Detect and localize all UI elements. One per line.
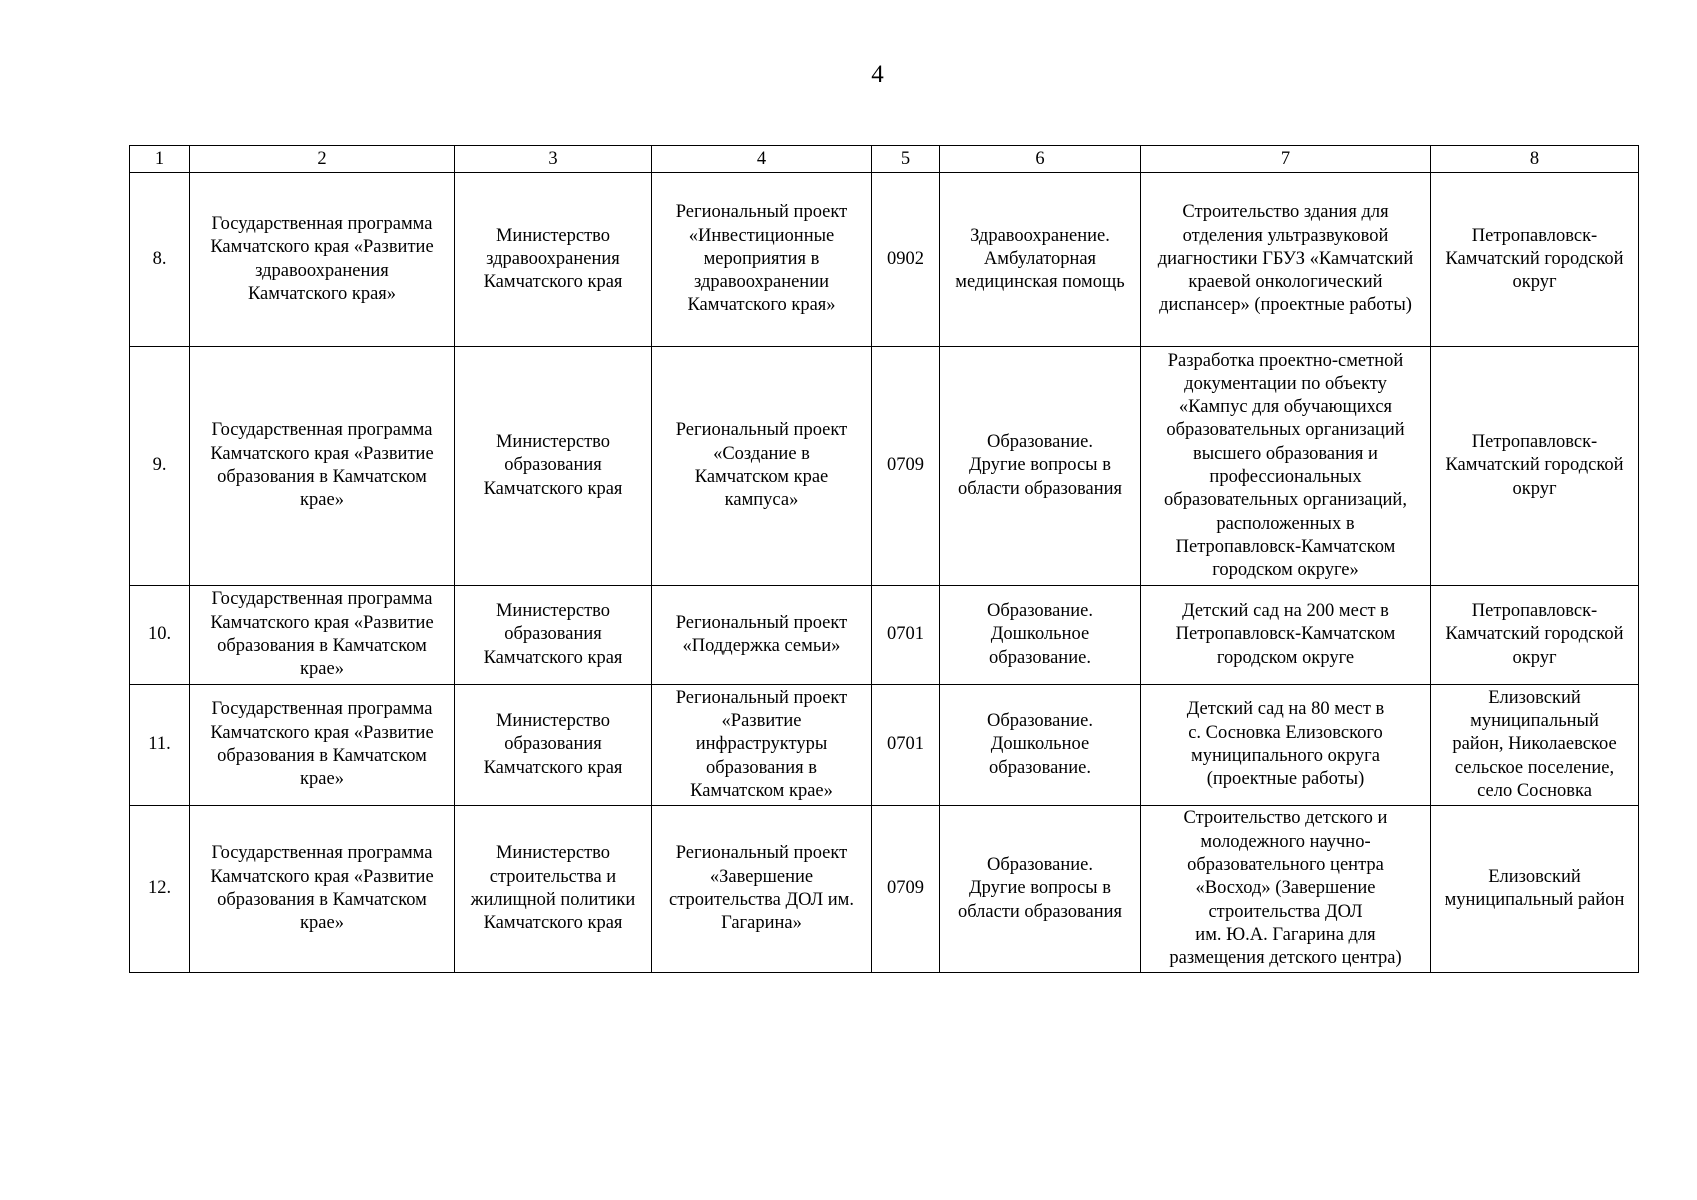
- project-cell: Региональный проект «Завершение строительства ДОЛ им. Гагарина»: [652, 806, 872, 973]
- header-cell-8: 8: [1431, 146, 1639, 173]
- project-cell: Региональный проект «Инвестиционные мероприятия в здравоохранении Камчатского края»: [652, 173, 872, 347]
- ministry-cell: Министерство строительства и жилищной политики Камчатского края: [455, 806, 652, 973]
- row-number-cell: 9.: [130, 347, 190, 586]
- code-cell: 0701: [872, 685, 940, 806]
- object-cell: Детский сад на 200 мест в Петропавловск-Камчатском городском округе: [1141, 586, 1431, 685]
- row-number-cell: 12.: [130, 806, 190, 973]
- section-cell: Образование. Дошкольное образование.: [940, 685, 1141, 806]
- table-row: [130, 806, 1639, 973]
- ministry-cell: Министерство образования Камчатского края: [455, 347, 652, 586]
- investment-projects-table: [129, 145, 1639, 973]
- header-cell-5: 5: [872, 146, 940, 173]
- section-cell: Образование. Другие вопросы в области образования: [940, 347, 1141, 586]
- section-cell: Здравоохранение. Амбулаторная медицинская помощь: [940, 173, 1141, 347]
- location-cell: Петропавловск- Камчатский городской округ: [1431, 347, 1639, 586]
- location-cell: Елизовский муниципальный район, Николаевское сельское поселение, село Сосновка: [1431, 685, 1639, 806]
- header-cell-1: 1: [130, 146, 190, 173]
- section-cell: Образование. Дошкольное образование.: [940, 586, 1141, 685]
- header-cell-4: 4: [652, 146, 872, 173]
- program-cell: Государственная программа Камчатского края «Развитие здравоохранения Камчатского края»: [190, 173, 455, 347]
- program-cell: Государственная программа Камчатского края «Развитие образования в Камчатском крае»: [190, 347, 455, 586]
- page-number: 4: [871, 61, 884, 88]
- location-cell: Елизовский муниципальный район: [1431, 806, 1639, 973]
- location-cell: Петропавловск- Камчатский городской округ: [1431, 173, 1639, 347]
- header-cell-2: 2: [190, 146, 455, 173]
- row-number-cell: 11.: [130, 685, 190, 806]
- row-number-cell: 10.: [130, 586, 190, 685]
- code-cell: 0701: [872, 586, 940, 685]
- table-header-row: [130, 146, 1639, 173]
- object-cell: Разработка проектно-сметной документации по объекту «Кампус для обучающихся образовательных организаций высшего образования и профессиональных образовательных организаций, расположенных в Петропавловск-Камчатском городском округе»: [1141, 347, 1431, 586]
- project-cell: Региональный проект «Развитие инфраструктуры образования в Камчатском крае»: [652, 685, 872, 806]
- project-cell: Региональный проект «Поддержка семьи»: [652, 586, 872, 685]
- header-cell-6: 6: [940, 146, 1141, 173]
- table-row: [130, 173, 1639, 347]
- project-cell: Региональный проект «Создание в Камчатском крае кампуса»: [652, 347, 872, 586]
- program-cell: Государственная программа Камчатского края «Развитие образования в Камчатском крае»: [190, 806, 455, 973]
- ministry-cell: Министерство здравоохранения Камчатского края: [455, 173, 652, 347]
- location-cell: Петропавловск- Камчатский городской округ: [1431, 586, 1639, 685]
- table-row: [130, 586, 1639, 685]
- object-cell: Строительство детского и молодежного научно- образовательного центра «Восход» (Завершение строительства ДОЛ им. Ю.А. Гагарина для размещения детского центра): [1141, 806, 1431, 973]
- program-cell: Государственная программа Камчатского края «Развитие образования в Камчатском крае»: [190, 586, 455, 685]
- row-number-cell: 8.: [130, 173, 190, 347]
- code-cell: 0902: [872, 173, 940, 347]
- header-cell-7: 7: [1141, 146, 1431, 173]
- ministry-cell: Министерство образования Камчатского края: [455, 586, 652, 685]
- program-cell: Государственная программа Камчатского края «Развитие образования в Камчатском крае»: [190, 685, 455, 806]
- code-cell: 0709: [872, 806, 940, 973]
- object-cell: Детский сад на 80 мест в с. Сосновка Елизовского муниципального округа (проектные работы): [1141, 685, 1431, 806]
- table-row: [130, 685, 1639, 806]
- code-cell: 0709: [872, 347, 940, 586]
- object-cell: Строительство здания для отделения ультразвуковой диагностики ГБУЗ «Камчатский краевой онкологический диспансер» (проектные работы): [1141, 173, 1431, 347]
- ministry-cell: Министерство образования Камчатского края: [455, 685, 652, 806]
- table-row: [130, 347, 1639, 586]
- header-cell-3: 3: [455, 146, 652, 173]
- section-cell: Образование. Другие вопросы в области образования: [940, 806, 1141, 973]
